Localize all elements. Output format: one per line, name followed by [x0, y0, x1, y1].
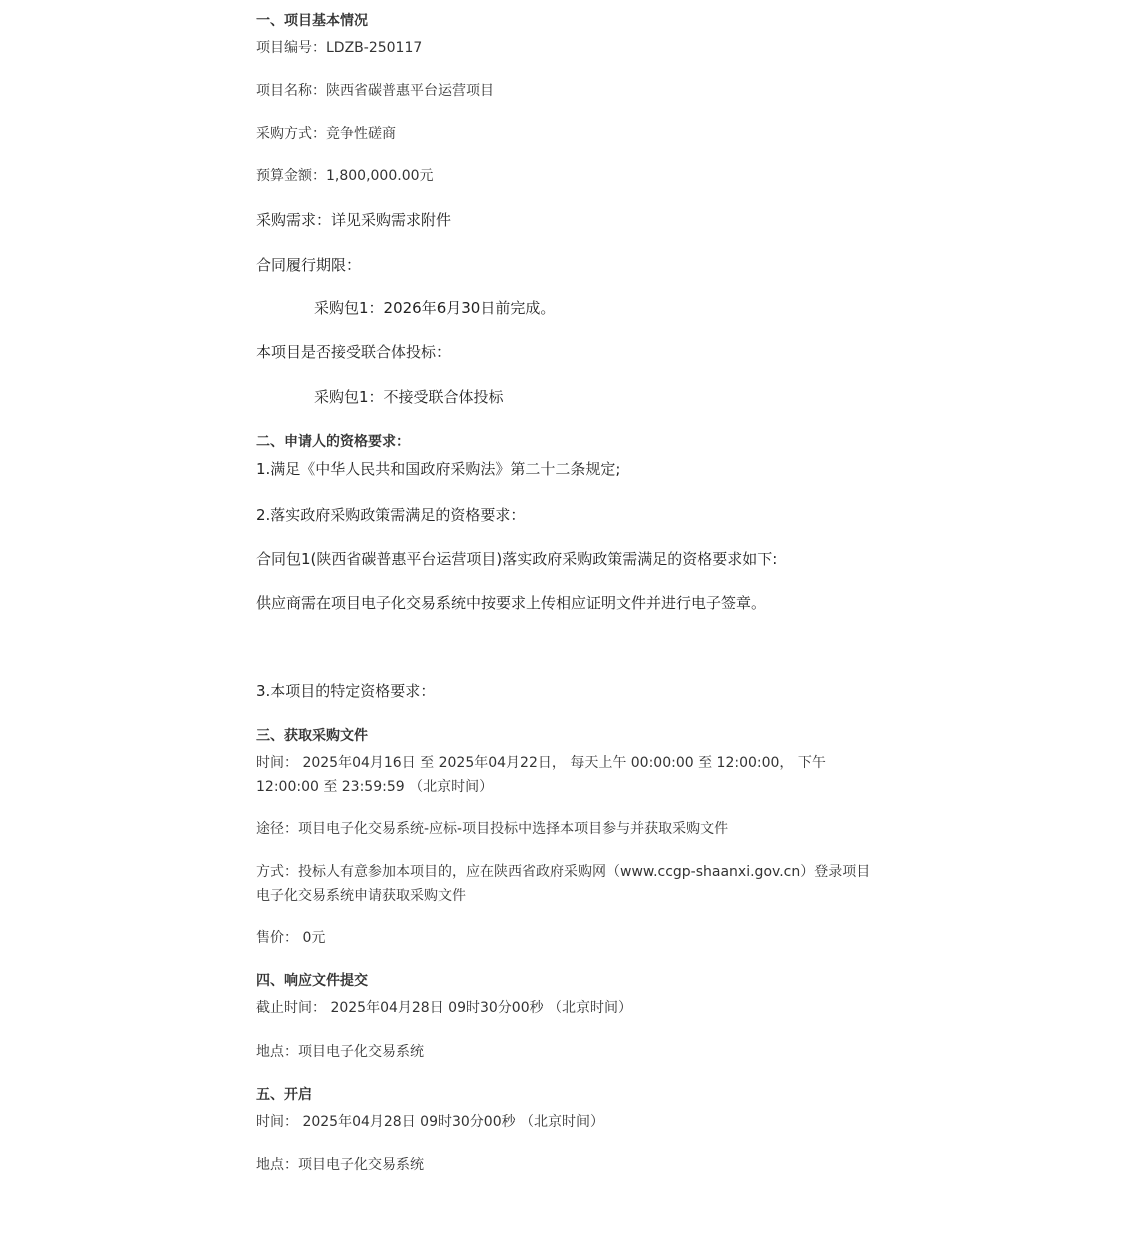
- section4-heading: 四、响应文件提交: [256, 973, 368, 989]
- section5-heading: 五、开启: [256, 1087, 312, 1103]
- procurement-demand: 采购需求：详见采购需求附件: [256, 211, 452, 229]
- contract-period-package: 采购包1：2026年6月30日前完成。: [314, 299, 556, 317]
- acquire-time: 时间： 2025年04月16日 至 2025年04月22日， 每天上午 00:00:00 至 12:00:00， 下午 12:00:00 至 23:59:59 （北京时间）: [256, 755, 826, 795]
- opening-place: 地点：项目电子化交易系统: [256, 1157, 424, 1173]
- submission-place: 地点：项目电子化交易系统: [256, 1044, 424, 1060]
- qualification-req-2: 2.落实政府采购政策需满足的资格要求：: [256, 506, 526, 524]
- acquire-way: 方式：投标人有意参加本项目的，应在陕西省政府采购网（www.ccgp-shaanxi.gov.cn）登录项目电子化交易系统申请获取采购文件: [256, 864, 871, 904]
- consortium-label: 本项目是否接受联合体投标：: [256, 343, 452, 361]
- opening-time: 时间： 2025年04月28日 09时30分00秒 （北京时间）: [256, 1114, 605, 1130]
- contract-period-label: 合同履行期限：: [256, 256, 362, 274]
- qualification-req-2-detail: 合同包1(陕西省碳普惠平台运营项目)落实政府采购政策需满足的资格要求如下:: [256, 550, 778, 568]
- consortium-package: 采购包1：不接受联合体投标: [314, 388, 504, 406]
- section2-heading: 二、申请人的资格要求：: [256, 434, 410, 450]
- acquire-route: 途径：项目电子化交易系统-应标-项目投标中选择本项目参与并获取采购文件: [256, 821, 729, 837]
- section3-heading: 三、获取采购文件: [256, 728, 368, 744]
- qualification-req-1: 1.满足《中华人民共和国政府采购法》第二十二条规定;: [256, 460, 621, 478]
- document-price: 售价： 0元: [256, 930, 326, 946]
- procurement-method: 采购方式：竞争性磋商: [256, 126, 396, 142]
- qualification-req-3: 3.本项目的特定资格要求：: [256, 682, 436, 700]
- project-name: 项目名称：陕西省碳普惠平台运营项目: [256, 83, 494, 99]
- section1-heading: 一、项目基本情况: [256, 13, 368, 29]
- qualification-req-2-supplier: 供应商需在项目电子化交易系统中按要求上传相应证明文件并进行电子签章。: [256, 594, 767, 612]
- submission-deadline: 截止时间： 2025年04月28日 09时30分00秒 （北京时间）: [256, 1000, 633, 1016]
- project-number: 项目编号：LDZB-250117: [256, 40, 423, 56]
- budget-amount: 预算金额：1,800,000.00元: [256, 168, 434, 184]
